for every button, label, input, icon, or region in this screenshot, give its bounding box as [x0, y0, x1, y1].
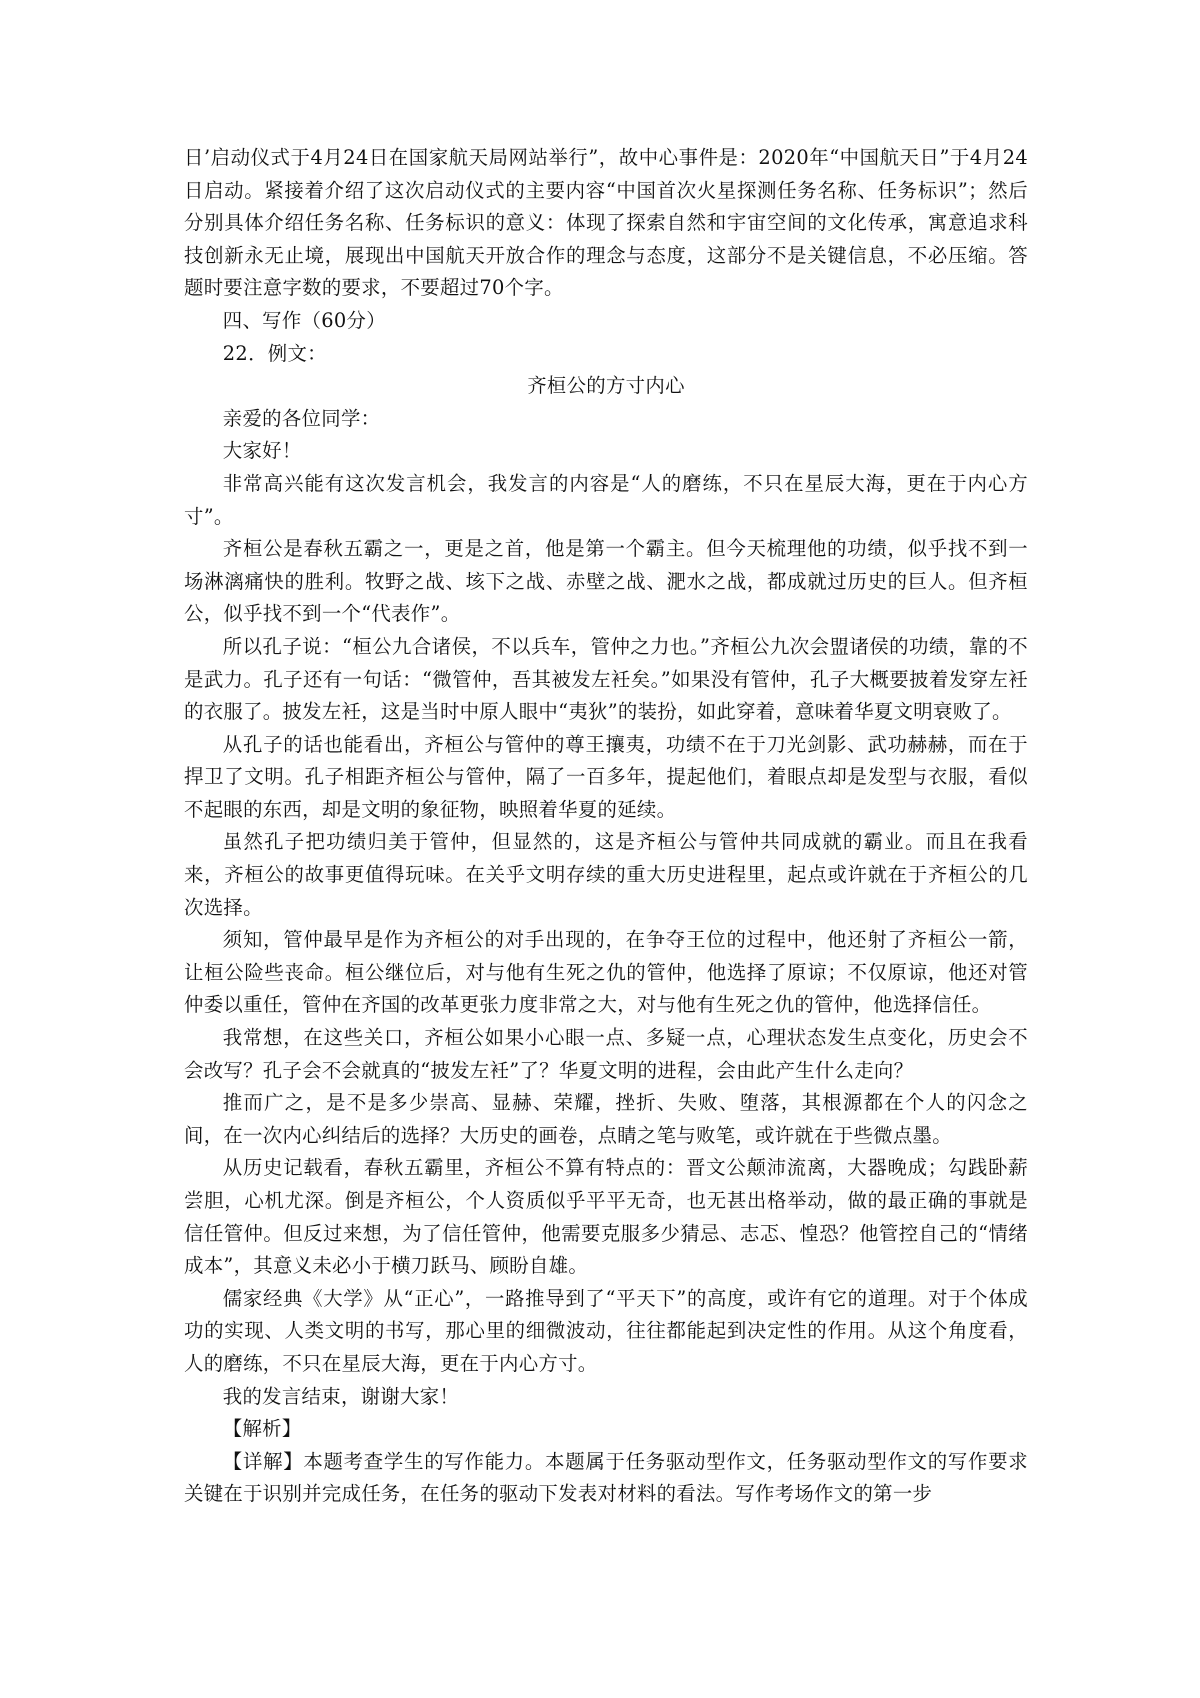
detail-paragraph: 【详解】本题考查学生的写作能力。本题属于任务驱动型作文，任务驱动型作文的写作要求关键在于识别并完成任务，在任务的驱动下发表对材料的看法。写作考场作文的第一步 [184, 1449, 1028, 1506]
document-page [184, 142, 1028, 1511]
section-heading: 四、写作（60分） [222, 308, 386, 332]
essay-salutation: 大家好！ [222, 439, 302, 463]
essay-paragraph: 非常高兴能有这次发言机会，我发言的内容是“人的磨练，不只在星辰大海，更在于内心方寸”。 [184, 471, 1028, 528]
essay-paragraph: 所以孔子说：“桓公九合诸侯，不以兵车，管仲之力也。”齐桓公九次会盟诸侯的功绩，靠的不是武力。孔子还有一句话：“微管仲，吾其被发左衽矣。”如果没有管仲，孔子大概要披着发穿左衽的衣服了。披发左衽，这是当时中原人眼中“夷狄”的装扮，如此穿着，意味着华夏文明衰败了。 [184, 634, 1028, 724]
essay-paragraph: 从孔子的话也能看出，齐桓公与管仲的尊王攘夷，功绩不在于刀光剑影、武功赫赫，而在于捍卫了文明。孔子相距齐桓公与管仲，隔了一百多年，提起他们，着眼点却是发型与衣服，看似不起眼的东西，却是文明的象征物，映照着华夏的延续。 [184, 732, 1028, 821]
essay-paragraph: 齐桓公是春秋五霸之一，更是之首，他是第一个霸主。但今天梳理他的功绩，似乎找不到一场淋漓痛快的胜利。牧野之战、垓下之战、赤壁之战、淝水之战，都成就过历史的巨人。但齐桓公，似乎找不到一个“代表作”。 [184, 537, 1028, 626]
essay-paragraph: 虽然孔子把功绩归美于管仲，但显然的，这是齐桓公与管仲共同成就的霸业。而且在我看来，齐桓公的故事更值得玩味。在关乎文明存续的重大历史进程里，起点或许就在于齐桓公的几次选择。 [184, 830, 1028, 919]
essay-paragraph: 儒家经典《大学》从“正心”，一路推导到了“平天下”的高度，或许有它的道理。对于个体成功的实现、人类文明的书写，那心里的细微波动，往往都能起到决定性的作用。从这个角度看，人的磨练，不只在星辰大海，更在于内心方寸。 [184, 1286, 1028, 1375]
essay-closing: 我的发言结束，谢谢大家！ [222, 1384, 460, 1408]
essay-paragraph: 从历史记载看，春秋五霸里，齐桓公不算有特点的：晋文公颠沛流离，大器晚成；勾践卧薪尝胆，心机尤深。倒是齐桓公，个人资质似乎平平无奇，也无甚出格举动，做的最正确的事就是信任管仲。但反过来想，为了信任管仲，他需要克服多少猜忌、志忑、惶恐？他管控自己的“情绪成本”，其意义未必小于横刀跃马、顾盼自雄。 [184, 1156, 1028, 1278]
essay-greeting: 亲爱的各位同学： [222, 406, 381, 430]
essay-paragraph: 我常想，在这些关口，齐桓公如果小心眼一点、多疑一点，心理状态发生点变化，历史会不会改写？孔子会不会就真的“披发左衽”了？华夏文明的进程，会由此产生什么走向？ [184, 1026, 1028, 1082]
answer-explanation-continuation: 日’启动仪式于4月24日在国家航天局网站举行”，故中心事件是：2020年“中国航天日”于4月24日启动。紧接着介绍了这次启动仪式的主要内容“中国首次火星探测任务名称、任务标识”；然后分别具体介绍任务名称、任务标识的意义：体现了探索自然和宇宙空间的文化传承，寓意追求科技创新永无止境，展现出中国航天开放合作的理念与态度，这部分不是关键信息，不必压缩。答题时要注意字数的要求，不要超过70个字。 [184, 146, 1028, 300]
essay-paragraph: 推而广之，是不是多少崇高、显赫、荣耀，挫折、失败、堕落，其根源都在个人的闪念之间，在一次内心纠结后的选择？大历史的画卷，点睛之笔与败笔，或许就在于些微点墨。 [184, 1091, 1028, 1147]
question-label: 22．例文： [222, 341, 327, 365]
analysis-label: 【解析】 [222, 1417, 302, 1441]
essay-title: 齐桓公的方寸内心 [527, 374, 685, 398]
essay-paragraph: 须知，管仲最早是作为齐桓公的对手出现的，在争夺王位的过程中，他还射了齐桓公一箭，让桓公险些丧命。桓公继位后，对与他有生死之仇的管仲，他选择了原谅；不仅原谅，他还对管仲委以重任，管仲在齐国的改革更张力度非常之大，对与他有生死之仇的管仲，他选择信任。 [184, 928, 1028, 1017]
